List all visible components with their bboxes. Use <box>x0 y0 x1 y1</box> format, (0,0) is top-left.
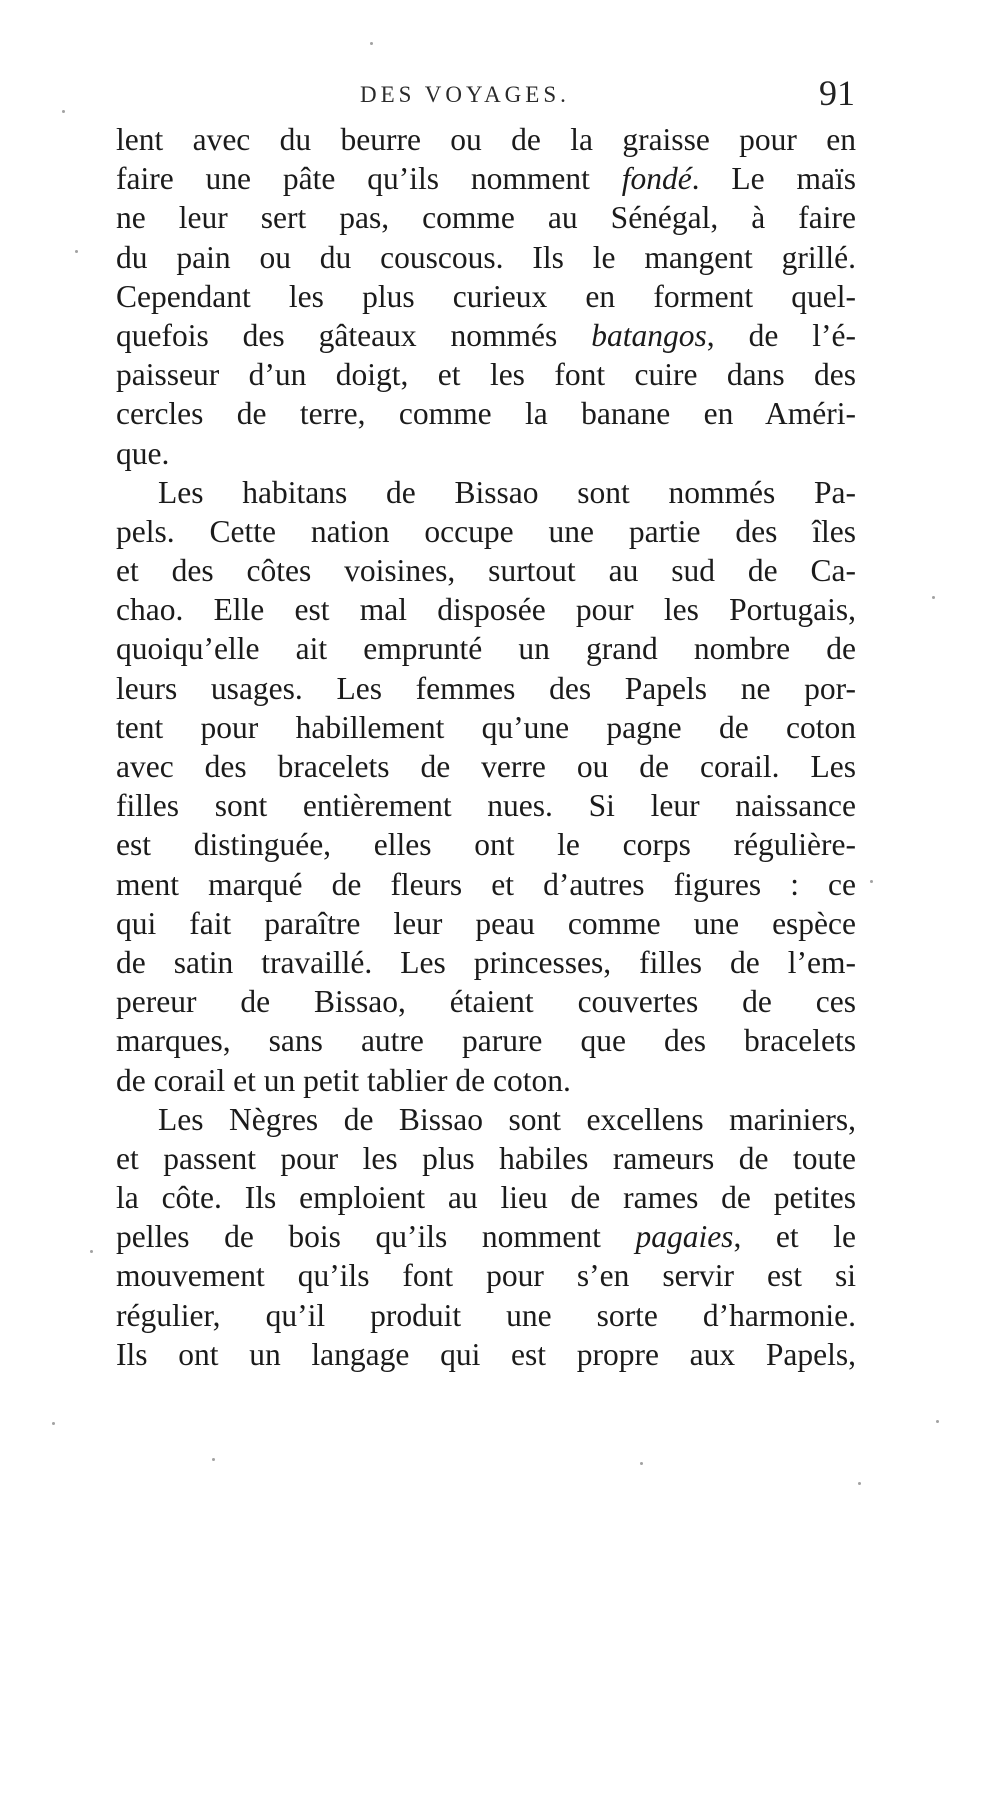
text-line: est distinguée, elles ont le corps régulière- <box>116 827 856 863</box>
running-title: DES VOYAGES. <box>360 82 570 107</box>
text-line: faire une pâte qu’ils nomment fondé. Le maïs <box>116 161 856 197</box>
text-line: tent pour habillement qu’une pagne de coton <box>116 709 856 745</box>
paragraph-first-line: Les Nègres de Bissao sont excellens mariniers, <box>158 1101 856 1137</box>
text-line: et passent pour les plus habiles rameurs de toute <box>116 1140 856 1176</box>
text-line: avec des bracelets de verre ou de corail. Les <box>116 749 856 784</box>
text-line: que. <box>116 435 170 471</box>
text-line: quoiqu’elle ait emprunté un grand nombre de <box>116 631 856 667</box>
text-line: filles sont entièrement nues. Si leur naissance <box>116 788 856 824</box>
scan-speck <box>75 250 78 253</box>
italic-term: batangos <box>591 317 707 353</box>
text-line: régulier, qu’il produit une sorte d’harmonie. <box>116 1297 856 1333</box>
text-line: paisseur d’un doigt, et les font cuire dans des <box>116 357 856 393</box>
text-line: chao. Elle est mal disposée pour les Portugais, <box>116 592 856 628</box>
page-number: 91 <box>819 73 855 113</box>
text-line: pereur de Bissao, étaient couvertes de ces <box>116 984 856 1020</box>
scan-speck <box>52 1422 55 1425</box>
scan-speck <box>90 1250 93 1253</box>
text-line: pels. Cette nation occupe une partie des îles <box>116 513 856 549</box>
text-line: marques, sans autre parure que des bracelets <box>116 1023 856 1059</box>
text-line: Ils ont un langage qui est propre aux Papels, <box>116 1336 856 1372</box>
text-line: du pain ou du couscous. Ils le mangent grillé. <box>116 239 856 275</box>
scan-speck <box>858 1482 861 1485</box>
scan-speck <box>870 880 873 883</box>
text-line: la côte. Ils emploient au lieu de rames de petites <box>116 1180 856 1216</box>
text-line: de corail et un petit tablier de coton. <box>116 1062 571 1098</box>
text-line: cercles de terre, comme la banane en Améri- <box>116 396 856 432</box>
scan-speck <box>370 42 373 45</box>
text-line: qui fait paraître leur peau comme une espèce <box>116 905 856 941</box>
scan-speck <box>212 1458 215 1461</box>
text-line: Cependant les plus curieux en forment quel- <box>116 278 856 314</box>
scan-speck <box>62 110 65 113</box>
paragraph-first-line: Les habitans de Bissao sont nommés Pa- <box>158 474 856 510</box>
running-header <box>115 72 855 112</box>
italic-term: pagaies <box>635 1219 734 1255</box>
text-line: leurs usages. Les femmes des Papels ne por- <box>116 670 856 706</box>
text-line: mouvement qu’ils font pour s’en servir est si <box>116 1258 856 1294</box>
text-line: ment marqué de fleurs et d’autres figures : ce <box>116 866 856 902</box>
scan-speck <box>640 1462 643 1465</box>
text-line: lent avec du beurre ou de la graisse pour en <box>116 122 856 157</box>
scan-speck <box>936 1420 939 1423</box>
text-line: et des côtes voisines, surtout au sud de Ca- <box>116 553 856 589</box>
text-line: de satin travaillé. Les princesses, filles de l’em- <box>116 944 856 980</box>
body-text <box>116 120 856 1374</box>
text-line: pelles de bois qu’ils nomment pagaies, et le <box>116 1219 856 1255</box>
text-line: quefois des gâteaux nommés batangos, de l’é- <box>116 317 856 353</box>
text-line: ne leur sert pas, comme au Sénégal, à faire <box>116 200 856 236</box>
scan-speck <box>932 596 935 599</box>
italic-term: fondé <box>621 161 692 197</box>
